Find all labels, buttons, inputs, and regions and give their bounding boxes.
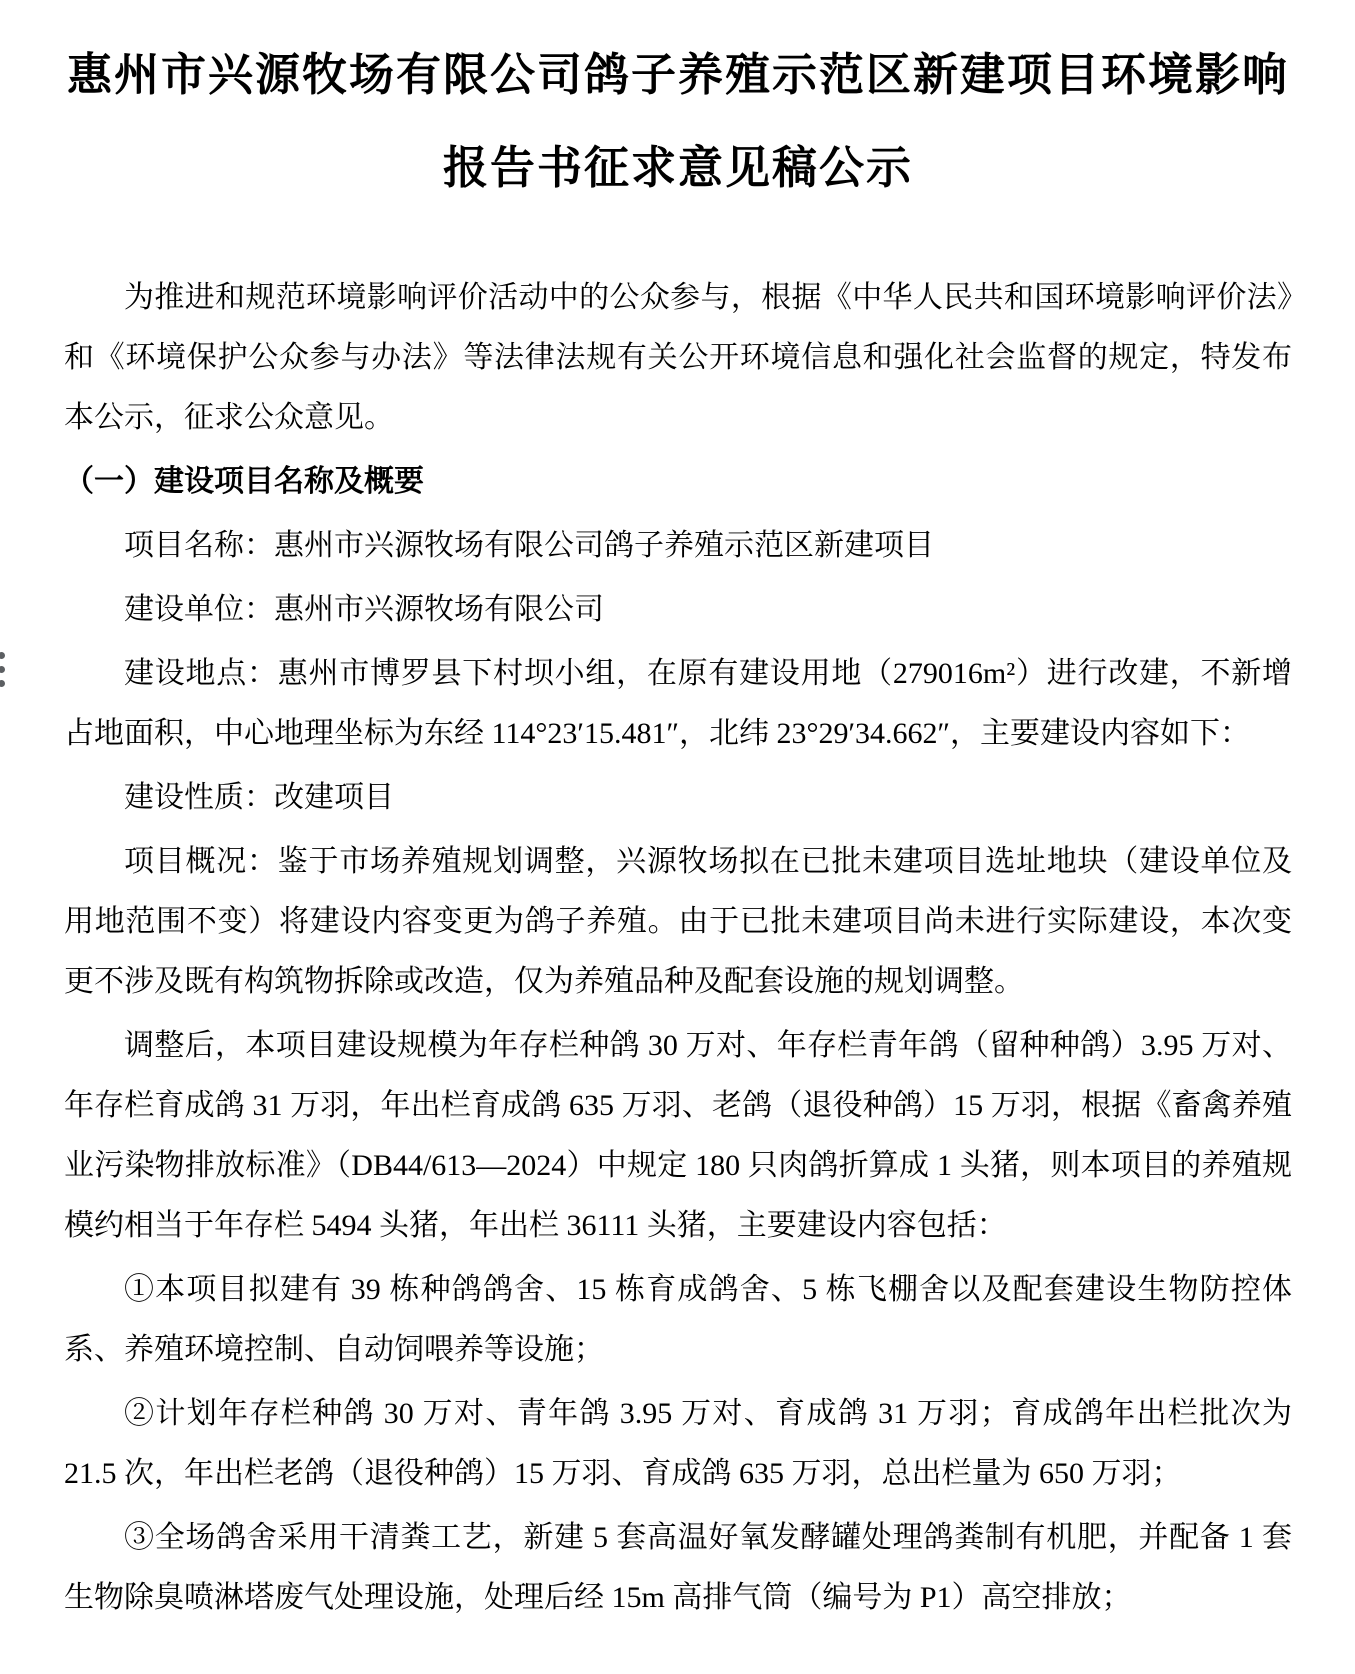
document-title: [64, 28, 1292, 214]
paragraph-item-3-waste-treatment: ③全场鸽舍采用干清粪工艺，新建 5 套高温好氧发酵罐处理鸽粪制有机肥，并配备 1 套生物除臭喷淋塔废气处理设施，处理后经 15m 高排气筒（编号为 P1）高空排放；: [64, 1521, 1292, 1614]
paragraph-item-1-buildings: ①本项目拟建有 39 栋种鸽鸽舍、15 栋育成鸽舍、5 栋飞棚舍以及配套建设生物防控体系、养殖环境控制、自动饲喂养等设施；: [64, 1273, 1292, 1366]
document-body: [64, 268, 1292, 1628]
paragraph-construction-location: 建设地点：惠州市博罗县下村坝小组，在原有建设用地（279016m²）进行改建，不新增占地面积，中心地理坐标为东经 114°23′15.481″，北纬 23°29′34.662″，主要建设内容如下：: [64, 657, 1292, 750]
paragraph-construction-unit: 建设单位：惠州市兴源牧场有限公司: [124, 593, 604, 626]
drag-handle-icon[interactable]: [0, 652, 5, 687]
paragraph-adjusted-scale: 调整后，本项目建设规模为年存栏种鸽 30 万对、年存栏青年鸽（留种种鸽）3.95 万对、年存栏育成鸽 31 万羽，年出栏育成鸽 635 万羽、老鸽（退役种鸽）15 万羽，根据《畜禽养殖业污染物排放标准》（DB44/613—2024）中规定 180 只肉鸽折算成 1 头猪，则本项目的养殖规模约相当于年存栏 5494 头猪，年出栏 36111 头猪，主要建设内容包括：: [64, 1029, 1292, 1242]
paragraph-item-2-stock-plan: ②计划年存栏种鸽 30 万对、青年鸽 3.95 万对、育成鸽 31 万羽；育成鸽年出栏批次为 21.5 次，年出栏老鸽（退役种鸽）15 万羽、育成鸽 635 万羽，总出栏量为 650 万羽；: [64, 1397, 1292, 1490]
document-title-line-2: 报告书征求意见稿公示: [442, 142, 913, 193]
handle-dot: [0, 666, 5, 673]
document-title-line-1: 惠州市兴源牧场有限公司鸽子养殖示范区新建项目环境影响: [66, 49, 1289, 100]
handle-dot: [0, 680, 5, 687]
paragraph-intro: 为推进和规范环境影响评价活动中的公众参与，根据《中华人民共和国环境影响评价法》和《环境保护公众参与办法》等法律法规有关公开环境信息和强化社会监督的规定，特发布本公示，征求公众意见。: [64, 281, 1292, 434]
paragraph-construction-nature: 建设性质：改建项目: [124, 781, 394, 814]
section-heading-project-name-overview: （一）建设项目名称及概要: [64, 465, 424, 498]
paragraph-project-name: 项目名称：惠州市兴源牧场有限公司鸽子养殖示范区新建项目: [124, 529, 934, 562]
handle-dot: [0, 652, 5, 659]
paragraph-project-overview: 项目概况：鉴于市场养殖规划调整，兴源牧场拟在已批未建项目选址地块（建设单位及用地范围不变）将建设内容变更为鸽子养殖。由于已批未建项目尚未进行实际建设，本次变更不涉及既有构筑物拆除或改造，仅为养殖品种及配套设施的规划调整。: [64, 845, 1292, 998]
